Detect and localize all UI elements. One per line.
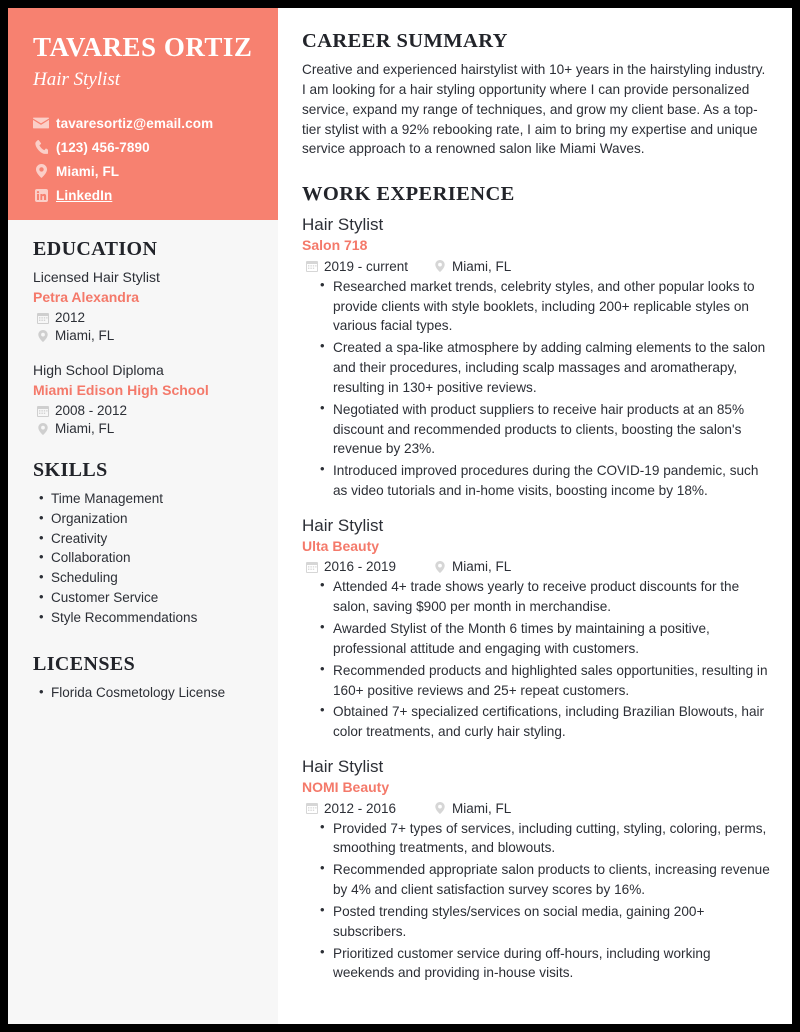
job-dates: 2012 - 2016 [324, 800, 397, 816]
list-item: • Collaboration [51, 548, 256, 568]
sidebar [8, 8, 278, 1024]
job-dates: 2016 - 2019 [324, 559, 397, 575]
job-location: Miami, FL [452, 258, 512, 274]
job-company: Salon 718 [302, 237, 368, 254]
list-item: • Negotiated with product suppliers to receive hair products at an 85% discount and recommended products to clients, boosting the salon's revenue by 23%. [333, 400, 770, 460]
list-item: • Style Recommendations [51, 608, 256, 628]
location-pin-icon [36, 422, 49, 435]
education-date-row [36, 402, 256, 420]
location-pin-icon [433, 260, 446, 273]
list-item: • Created a spa-like atmosphere by adding calming elements to the salon and their procedures, including scalp massages and aromatherapy, resulting in 130+ positive reviews. [333, 338, 770, 398]
education-location: Miami, FL [55, 421, 115, 437]
education-section [33, 238, 256, 438]
contact-location [33, 161, 256, 181]
list-item: • Organization [51, 509, 256, 529]
contact-list [33, 113, 256, 205]
list-item: • Customer Service [51, 588, 256, 608]
list-item: • Florida Cosmetology License [51, 683, 256, 703]
job-date-group [305, 801, 433, 816]
job-date-group [305, 259, 433, 274]
list-item: • Scheduling [51, 568, 256, 588]
contact-email[interactable] [33, 113, 256, 133]
calendar-icon [305, 260, 318, 273]
education-entry [33, 268, 256, 345]
phone-icon [33, 140, 49, 154]
skills-section [33, 459, 256, 629]
list-item: • Researched market trends, celebrity styles, and other popular looks to provide clients with style booklets, including 200+ replicable styles on various facial types. [333, 277, 770, 337]
location-pin-icon [33, 164, 49, 178]
education-degree: High School Diploma [33, 361, 164, 378]
job-location: Miami, FL [452, 559, 512, 575]
education-school: Petra Alexandra [33, 288, 140, 305]
work-experience-entry [302, 515, 770, 742]
education-heading: EDUCATION [33, 238, 158, 260]
job-bullet-list [302, 577, 770, 742]
career-summary-text: Creative and experienced hairstylist with 10+ years in the hairstyling industry. I am looking for a hair styling opportunity where I can provide personalized service, expand my range of techniques, and grow my client base. As a top-tier stylist with a 92% rebooking rate, I aim to bring my expertise and unique service approach to a renowned salon like Miami Waves. [302, 62, 766, 157]
education-degree: Licensed Hair Stylist [33, 269, 160, 285]
calendar-icon [36, 404, 49, 417]
education-location: Miami, FL [55, 328, 115, 344]
list-item: • Recommended appropriate salon products to clients, increasing revenue by 4% and client satisfaction survey scores by 16%. [333, 860, 770, 900]
work-experience-entry [302, 214, 770, 501]
candidate-job-title: Hair Stylist [33, 68, 121, 90]
resume-page [8, 8, 792, 1024]
job-role: Hair Stylist [302, 757, 384, 777]
calendar-icon [305, 560, 318, 573]
job-meta-row [305, 799, 770, 818]
list-item: • Creativity [51, 529, 256, 549]
list-item: • Time Management [51, 489, 256, 509]
contact-email-text: tavaresortiz@email.com [56, 115, 214, 131]
education-location-row [36, 420, 256, 438]
job-location: Miami, FL [452, 800, 512, 816]
education-date-row [36, 309, 256, 327]
contact-linkedin[interactable] [33, 185, 256, 205]
job-dates: 2019 - current [324, 258, 409, 274]
education-dates: 2008 - 2012 [55, 403, 128, 419]
linkedin-icon [33, 188, 49, 202]
job-meta-row [305, 257, 770, 276]
location-pin-icon [433, 802, 446, 815]
contact-location-text: Miami, FL [56, 163, 120, 179]
job-company: NOMI Beauty [302, 779, 390, 796]
list-item: • Prioritized customer service during off-hours, including working weekends and providing in-house visits. [333, 944, 770, 984]
job-bullet-list [302, 277, 770, 501]
skills-heading: SKILLS [33, 458, 108, 481]
list-item: • Awarded Stylist of the Month 6 times by maintaining a positive, professional attitude and engaging with customers. [333, 619, 770, 659]
job-location-group [433, 559, 511, 574]
job-role: Hair Stylist [302, 515, 384, 535]
education-dates: 2012 [55, 310, 86, 326]
job-role: Hair Stylist [302, 215, 384, 235]
career-summary-heading: CAREER SUMMARY [302, 30, 508, 52]
job-company: Ulta Beauty [302, 538, 380, 555]
contact-linkedin-text[interactable]: LinkedIn [56, 187, 113, 203]
job-meta-row [305, 557, 770, 576]
list-item: • Provided 7+ types of services, including cutting, styling, coloring, perms, smoothing treatments, and blowouts. [333, 819, 770, 859]
candidate-name: TAVARES ORTIZ [33, 32, 253, 62]
education-entry [33, 361, 256, 438]
envelope-icon [33, 116, 49, 130]
location-pin-icon [433, 560, 446, 573]
skills-list [33, 489, 256, 629]
work-experience-section [302, 183, 770, 983]
licenses-list [33, 683, 256, 703]
list-item: • Posted trending styles/services on social media, gaining 200+ subscribers. [333, 902, 770, 942]
education-location-row [36, 327, 256, 345]
list-item: • Obtained 7+ specialized certifications, including Brazilian Blowouts, hair color treatments, and curly hair styling. [333, 702, 770, 742]
main-content [278, 8, 792, 1024]
job-date-group [305, 559, 433, 574]
job-location-group [433, 801, 511, 816]
licenses-heading: LICENSES [33, 653, 136, 676]
location-pin-icon [36, 329, 49, 342]
career-summary-section [302, 30, 770, 159]
list-item: • Introduced improved procedures during the COVID-19 pandemic, such as video tutorials and in-home visits, boosting income by 18%. [333, 461, 770, 501]
job-location-group [433, 259, 511, 274]
list-item: • Recommended products and highlighted sales opportunities, resulting in 160+ positive reviews and 25+ repeat customers. [333, 661, 770, 701]
sidebar-body [8, 220, 278, 703]
contact-phone-text: (123) 456-7890 [56, 139, 150, 155]
job-bullet-list [302, 819, 770, 984]
header-block [8, 8, 278, 220]
contact-phone[interactable] [33, 137, 256, 157]
calendar-icon [36, 311, 49, 324]
work-experience-entry [302, 756, 770, 983]
education-school: Miami Edison High School [33, 381, 209, 398]
licenses-section [33, 653, 256, 703]
work-experience-heading: WORK EXPERIENCE [302, 183, 515, 206]
list-item: • Attended 4+ trade shows yearly to receive product discounts for the salon, saving $900 per month in merchandise. [333, 577, 770, 617]
calendar-icon [305, 802, 318, 815]
